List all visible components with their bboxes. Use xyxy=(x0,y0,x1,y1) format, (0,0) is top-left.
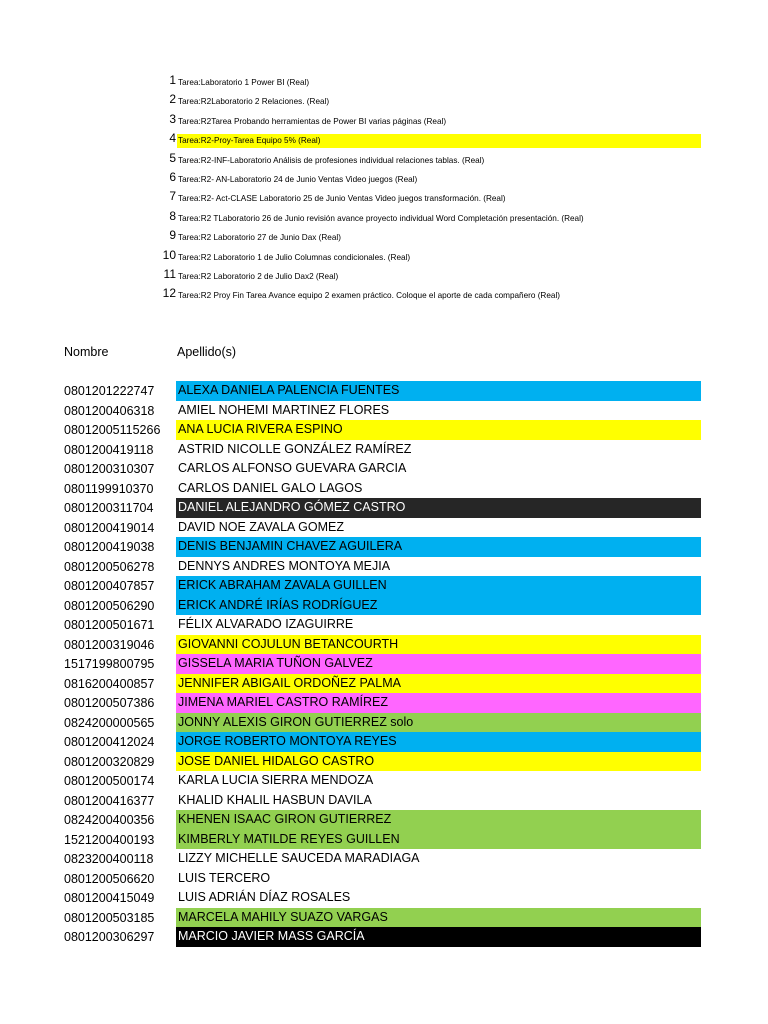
student-name: JENNIFER ABIGAIL ORDOÑEZ PALMA xyxy=(176,674,701,694)
student-row xyxy=(0,576,768,596)
task-number: 12 xyxy=(162,286,176,301)
task-number: 2 xyxy=(169,92,176,107)
student-id: 0823200400118 xyxy=(64,852,154,866)
student-row xyxy=(0,927,768,947)
student-row xyxy=(0,518,768,538)
student-row xyxy=(0,908,768,928)
task-number: 5 xyxy=(169,150,176,165)
task-item xyxy=(160,149,701,168)
student-id: 0801200412024 xyxy=(64,735,155,749)
task-item xyxy=(160,226,701,245)
student-row xyxy=(0,732,768,752)
task-text: Tarea:R2 Laboratorio 27 de Junio Dax (Real) xyxy=(178,233,341,243)
task-item xyxy=(160,265,701,284)
student-id: 0801200506290 xyxy=(64,598,155,613)
student-row xyxy=(0,791,768,811)
task-number: 11 xyxy=(163,266,176,281)
student-row xyxy=(0,830,768,850)
task-text: Tarea:R2 Laboratorio 1 de Julio Columnas condicionales. (Real) xyxy=(178,252,411,262)
student-id: 0801200310307 xyxy=(64,462,155,476)
student-id: 0801200320829 xyxy=(64,754,155,769)
student-row xyxy=(0,537,768,557)
student-row xyxy=(0,674,768,694)
task-text: Tarea:R2-Proy-Tarea Equipo 5% (Real) xyxy=(177,134,701,148)
task-text: Tarea:R2- AN-Laboratorio 24 de Junio Ventas Video juegos (Real) xyxy=(178,174,418,184)
student-name: JOSE DANIEL HIDALGO CASTRO xyxy=(176,752,701,772)
student-id: 0801199910370 xyxy=(64,481,154,496)
student-name: DENNYS ANDRES MONTOYA MEJIA xyxy=(178,558,391,573)
task-number: 8 xyxy=(169,208,176,223)
student-name: KHENEN ISAAC GIRON GUTIERREZ xyxy=(176,810,701,830)
task-text: Tarea:Laboratorio 1 Power BI (Real) xyxy=(178,78,310,87)
student-row xyxy=(0,752,768,772)
student-row xyxy=(0,557,768,577)
student-row xyxy=(0,498,768,518)
student-name: LUIS ADRIÁN DÍAZ ROSALES xyxy=(178,890,351,904)
student-row xyxy=(0,713,768,733)
student-name: CARLOS ALFONSO GUEVARA GARCIA xyxy=(178,461,407,475)
student-id: 0801200507386 xyxy=(64,696,155,710)
task-number: 3 xyxy=(169,111,176,126)
task-number: 9 xyxy=(169,228,176,243)
column-header-nombre: Nombre xyxy=(64,345,109,359)
task-text: Tarea:R2Laboratorio 2 Relaciones. (Real) xyxy=(178,97,330,107)
student-id: 0801200415049 xyxy=(64,891,155,905)
student-name: AMIEL NOHEMI MARTINEZ FLORES xyxy=(178,402,390,417)
student-name: DAVID NOE ZAVALA GOMEZ xyxy=(178,519,345,534)
task-text: Tarea:R2 Proy Fin Tarea Avance equipo 2 examen práctico. Coloque el aporte de cada compañero (Real) xyxy=(178,291,561,301)
student-name: LIZZY MICHELLE SAUCEDA MARADIAGA xyxy=(178,851,420,865)
student-name: MARCIO JAVIER MASS GARCÍA xyxy=(176,927,701,947)
column-header-apellidos: Apellido(s) xyxy=(177,345,237,359)
student-row xyxy=(0,479,768,499)
student-row xyxy=(0,596,768,616)
student-row xyxy=(0,654,768,674)
student-name: ASTRID NICOLLE GONZÁLEZ RAMÍREZ xyxy=(178,441,412,456)
task-item xyxy=(160,71,701,90)
student-id: 1521200400193 xyxy=(64,832,155,847)
task-text: Tarea:R2- Act-CLASE Laboratorio 25 de Junio Ventas Video juegos transformación. (Real) xyxy=(178,194,506,204)
student-name: CARLOS DANIEL GALO LAGOS xyxy=(178,480,363,495)
student-row xyxy=(0,869,768,889)
task-number: 10 xyxy=(162,247,176,262)
student-row xyxy=(0,635,768,655)
student-id: 0816200400857 xyxy=(64,676,155,691)
student-id: 0801200500174 xyxy=(64,774,155,788)
student-name: KHALID KHALIL HASBUN DAVILA xyxy=(178,792,372,807)
student-name: LUIS TERCERO xyxy=(178,870,271,885)
student-row xyxy=(0,888,768,908)
student-id: 0801200503185 xyxy=(64,910,155,925)
student-row xyxy=(0,401,768,421)
student-id: 0801200506278 xyxy=(64,559,155,574)
student-id: 0824200000565 xyxy=(64,715,155,730)
task-item xyxy=(160,168,701,187)
task-number: 1 xyxy=(169,73,176,87)
student-id: 0824200400356 xyxy=(64,813,155,827)
task-text: Tarea:R2 TLaboratorio 26 de Junio revisión avance proyecto individual Word Completación presentación. (Real) xyxy=(178,213,584,223)
student-name: ANA LUCIA RIVERA ESPINO xyxy=(176,420,701,440)
student-name: MARCELA MAHILY SUAZO VARGAS xyxy=(176,908,701,928)
student-row xyxy=(0,440,768,460)
student-id: 1517199800795 xyxy=(64,657,155,671)
student-id: 0801200406318 xyxy=(64,403,155,418)
task-number: 4 xyxy=(169,131,176,146)
student-id: 08012005115266 xyxy=(64,423,161,437)
student-id: 0801200416377 xyxy=(64,793,155,808)
student-id: 0801200311704 xyxy=(64,501,154,515)
student-name: JONNY ALEXIS GIRON GUTIERREZ solo xyxy=(176,713,701,733)
student-row xyxy=(0,615,768,635)
student-id: 0801200506620 xyxy=(64,871,155,886)
student-name: DANIEL ALEJANDRO GÓMEZ CASTRO xyxy=(176,498,701,518)
student-id: 0801200319046 xyxy=(64,637,155,652)
student-id: 0801200407857 xyxy=(64,579,155,593)
student-id: 0801200306297 xyxy=(64,930,155,944)
student-id: 0801201222747 xyxy=(64,384,155,398)
student-row xyxy=(0,693,768,713)
student-id: 0801200419014 xyxy=(64,520,155,535)
student-row xyxy=(0,771,768,791)
student-row xyxy=(0,849,768,869)
student-name: FÉLIX ALVARADO IZAGUIRRE xyxy=(178,617,354,631)
task-item xyxy=(160,110,701,129)
task-list xyxy=(160,71,701,304)
student-name: JORGE ROBERTO MONTOYA REYES xyxy=(176,732,701,752)
task-item xyxy=(160,246,701,265)
task-number: 6 xyxy=(169,169,176,184)
task-item xyxy=(160,90,701,109)
task-item xyxy=(160,187,701,206)
student-id: 0801200419038 xyxy=(64,540,155,554)
student-id: 0801200419118 xyxy=(64,442,154,457)
student-table xyxy=(0,381,768,947)
student-id: 0801200501671 xyxy=(64,618,155,632)
task-text: Tarea:R2Tarea Probando herramientas de Power BI varias páginas (Real) xyxy=(178,116,447,126)
student-name: KIMBERLY MATILDE REYES GUILLEN xyxy=(176,830,701,850)
task-number: 7 xyxy=(169,189,176,204)
student-name: DENIS BENJAMIN CHAVEZ AGUILERA xyxy=(176,537,701,557)
student-row xyxy=(0,381,768,401)
student-row xyxy=(0,420,768,440)
task-item xyxy=(160,284,701,303)
student-name: GISSELA MARIA TUÑON GALVEZ xyxy=(176,654,701,674)
task-text: Tarea:R2-INF-Laboratorio Análisis de profesiones individual relaciones tablas. (Real) xyxy=(178,155,485,165)
student-name: ALEXA DANIELA PALENCIA FUENTES xyxy=(176,381,701,401)
task-text: Tarea:R2 Laboratorio 2 de Julio Dax2 (Real) xyxy=(178,271,339,281)
student-row xyxy=(0,459,768,479)
student-name: JIMENA MARIEL CASTRO RAMÍREZ xyxy=(176,693,701,713)
student-row xyxy=(0,810,768,830)
task-item xyxy=(160,207,701,226)
student-name: KARLA LUCIA SIERRA MENDOZA xyxy=(178,773,374,787)
task-item xyxy=(160,129,701,148)
student-name: GIOVANNI COJULUN BETANCOURTH xyxy=(176,635,701,655)
student-name: ERICK ABRAHAM ZAVALA GUILLEN xyxy=(176,576,701,596)
student-name: ERICK ANDRÉ IRÍAS RODRÍGUEZ xyxy=(176,596,701,616)
